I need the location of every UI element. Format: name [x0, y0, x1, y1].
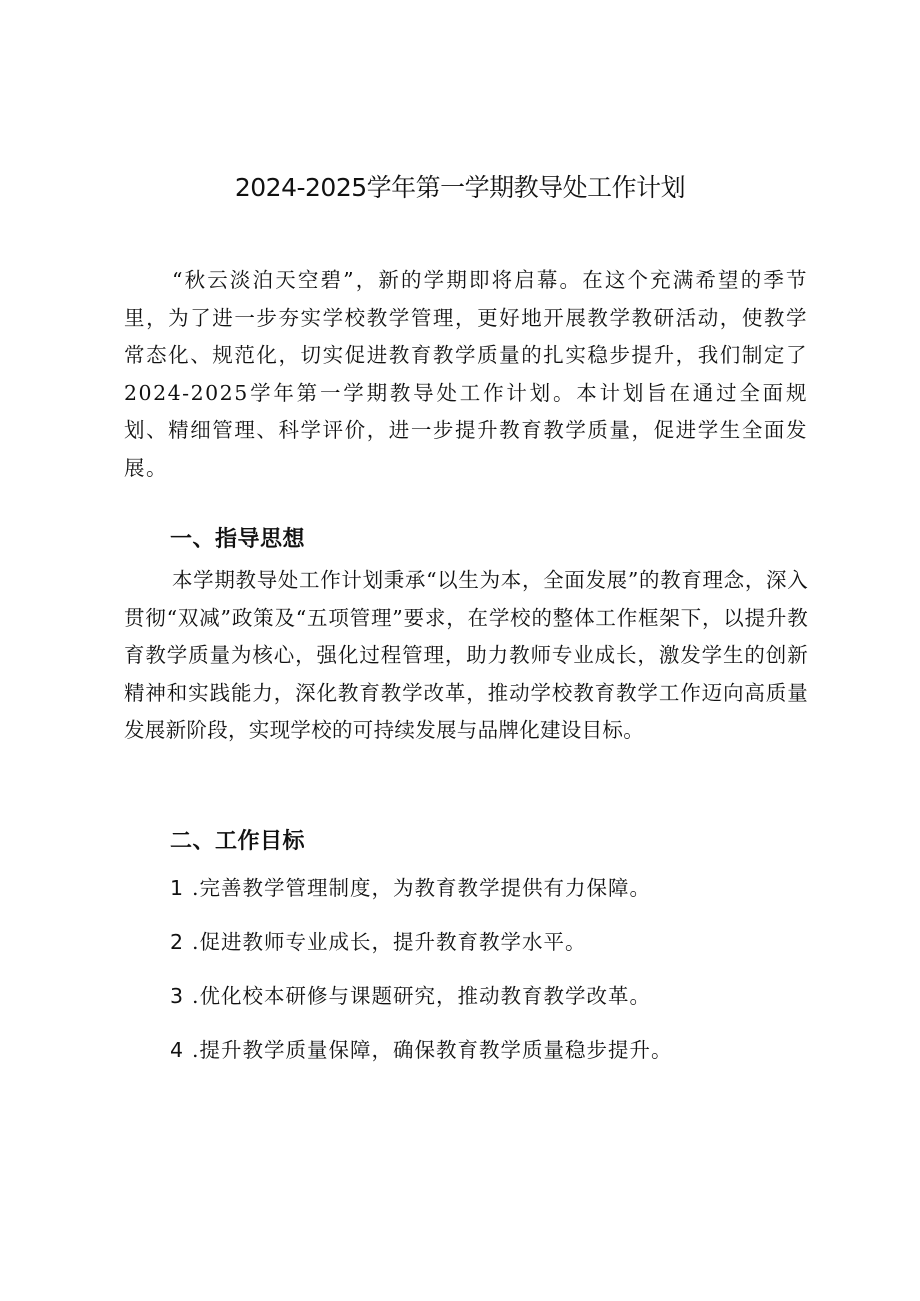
goal-item-3 [170, 978, 651, 1014]
goal-number: 1 [170, 876, 185, 900]
goal-item-1 [170, 870, 651, 906]
section-heading-guiding-ideology: 一、指导思想 [170, 527, 306, 552]
goal-number: 2 [170, 930, 185, 954]
goal-text: .完善教学管理制度，为教育教学提供有力保障。 [192, 876, 652, 900]
goal-item-2 [170, 924, 587, 960]
goal-number: 3 [170, 984, 185, 1008]
goal-text: .提升教学质量保障，确保教育教学质量稳步提升。 [192, 1038, 673, 1062]
goal-item-4 [170, 1032, 673, 1068]
document-title: 2024-2025学年第一学期教导处工作计划 [234, 173, 686, 202]
intro-paragraph: “秋云淡泊天空碧”，新的学期即将启幕。在这个充满希望的季节里，为了进一步夯实学校教学管理，更好地开展教学教研活动，使教学常态化、规范化，切实促进教育教学质量的扎实稳步提升，我们制定了2024-2025学年第一学期教导处工作计划。本计划旨在通过全面规划、精细管理、科学评价，进一步提升教育教学质量，促进学生全面发展。 [124, 268, 808, 480]
guiding-ideology-paragraph: 本学期教导处工作计划秉承“以生为本，全面发展”的教育理念，深入贯彻“双减”政策及“五项管理”要求，在学校的整体工作框架下，以提升教育教学质量为核心，强化过程管理，助力教师专业成长，激发学生的创新精神和实践能力，深化教育教学改革，推动学校教育教学工作迈向高质量发展新阶段，实现学校的可持续发展与品牌化建设目标。 [124, 568, 808, 743]
goal-text: .促进教师专业成长，提升教育教学水平。 [192, 930, 587, 954]
section-heading-work-goals: 二、工作目标 [170, 829, 306, 854]
goal-number: 4 [170, 1038, 185, 1062]
goal-text: .优化校本研修与课题研究，推动教育教学改革。 [192, 984, 652, 1008]
